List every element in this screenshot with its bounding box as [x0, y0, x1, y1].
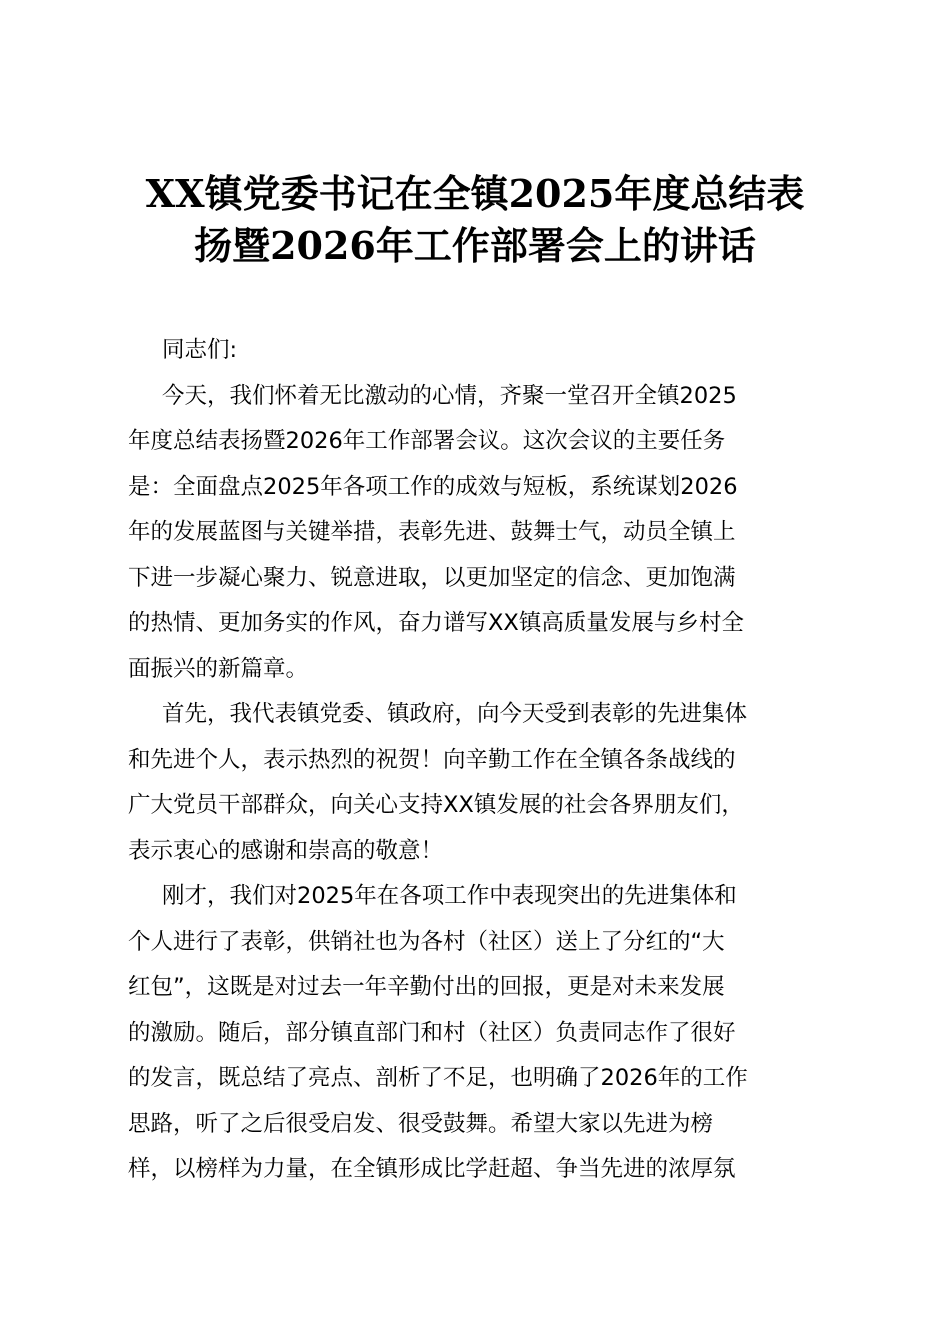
paragraph-1	[128, 374, 828, 693]
paragraph-line: 面振兴的新篇章。	[128, 655, 309, 682]
paragraph-line: 红包”，这既是对过去一年辛勤付出的回报，更是对未来发展	[128, 974, 725, 1000]
paragraph-line: 广大党员干部群众，向关心支持XX镇发展的社会各界朋友们，	[128, 792, 744, 818]
paragraph-line: 年的发展蓝图与关键举措，表彰先进、鼓舞士气，动员全镇上	[128, 519, 736, 545]
paragraph-line: 的激励。随后，部分镇直部门和村（社区）负责同志作了很好	[128, 1019, 736, 1046]
document-body	[128, 328, 828, 1193]
paragraph-line: 思路，听了之后很受启发、很受鼓舞。希望大家以先进为榜	[128, 1110, 714, 1137]
paragraph-line: 年度总结表扬暨2026年工作部署会议。这次会议的主要任务	[128, 428, 726, 454]
title-line-1: XX镇党委书记在全镇2025年度总结表	[145, 171, 805, 216]
salutation: 同志们:	[162, 337, 238, 363]
paragraph-line: 的热情、更加务实的作风，奋力谱写XX镇高质量发展与乡村全	[128, 610, 744, 636]
document-title	[100, 168, 850, 272]
paragraph-line: 的发言，既总结了亮点、剖析了不足，也明确了2026年的工作	[128, 1065, 748, 1091]
paragraph-2	[128, 692, 828, 874]
paragraph-line: 下进一步凝心聚力、锐意进取，以更加坚定的信念、更加饱满	[128, 564, 736, 591]
paragraph-line: 刚才，我们对2025年在各项工作中表现突出的先进集体和	[162, 883, 737, 909]
paragraph-line: 是：全面盘点2025年各项工作的成效与短板，系统谋划2026	[128, 473, 738, 500]
paragraph-line: 今天，我们怀着无比激动的心情，齐聚一堂召开全镇2025	[162, 382, 737, 409]
paragraph-line: 个人进行了表彰，供销社也为各村（社区）送上了分红的“大	[128, 928, 725, 955]
paragraph-line: 表示衷心的感谢和崇高的敬意！	[128, 837, 444, 864]
paragraph-line: 首先，我代表镇党委、镇政府，向今天受到表彰的先进集体	[162, 701, 748, 727]
paragraph-line: 和先进个人，表示热烈的祝贺！向辛勤工作在全镇各条战线的	[128, 746, 736, 773]
paragraph-3	[128, 874, 828, 1193]
paragraph-line: 样，以榜样为力量，在全镇形成比学赶超、争当先进的浓厚氛	[128, 1156, 736, 1182]
title-line-2: 扬暨2026年工作部署会上的讲话	[194, 223, 756, 268]
